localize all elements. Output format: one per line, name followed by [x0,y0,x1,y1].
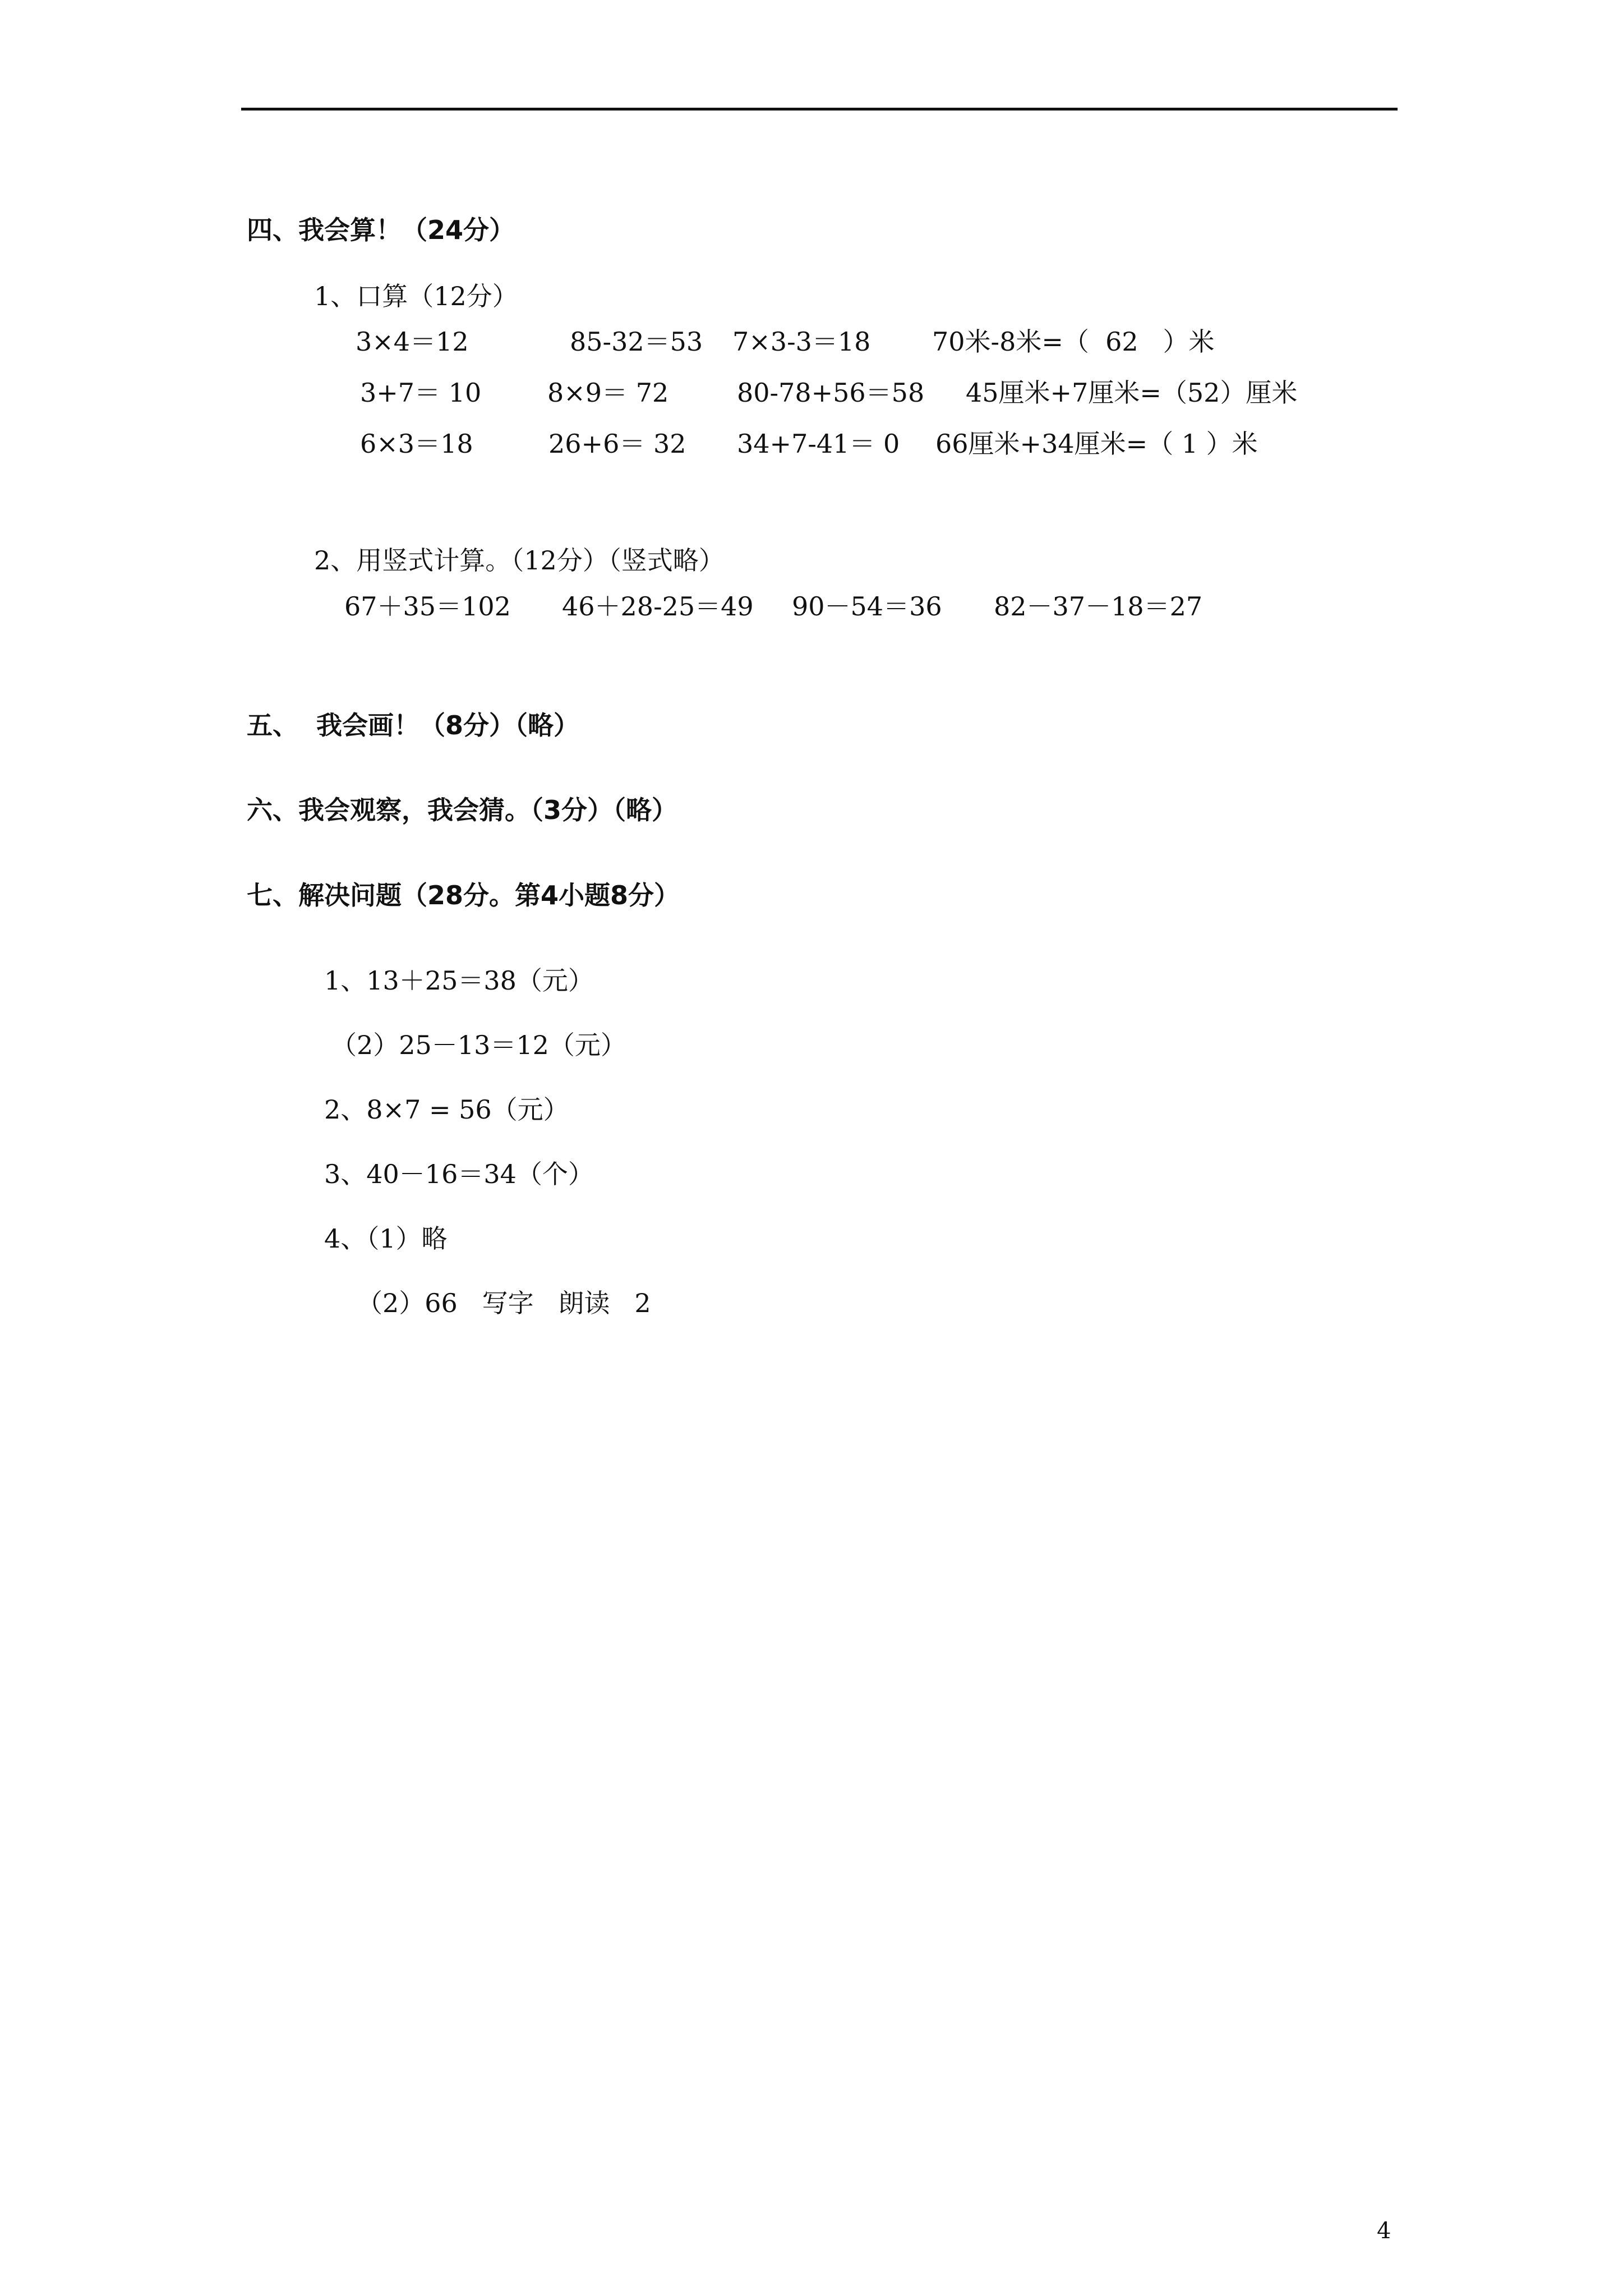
answer-line: （2）66 写字 朗读 2 [357,1288,651,1318]
oral-calc-item: 45厘米+7厘米=（52）厘米 [966,378,1298,408]
oral-calc-item: 85-32＝53 [570,326,703,357]
oral-calc-item: 3×4＝12 [356,326,469,357]
oral-calc-item: 26+6＝ 32 [548,429,686,459]
section-7-heading: 七、解决问题（28分。第4小题8分） [247,880,680,910]
page-number: 4 [1377,2218,1391,2244]
oral-calc-label: 1、口算（12分） [314,281,518,311]
section-5-heading: 五、 我会画！（8分）（略） [247,710,580,740]
oral-calc-item: 7×3-3＝18 [732,326,871,357]
section-4-heading: 四、我会算！（24分） [247,215,515,245]
header-rule [241,108,1398,111]
oral-calc-item: 8×9＝ 72 [547,378,669,408]
answer-line: （2）25－13＝12（元） [331,1030,626,1060]
oral-calc-item: 6×3＝18 [360,429,473,459]
vertical-calc-item: 82－37－18＝27 [994,591,1203,622]
oral-calc-item: 34+7-41＝ 0 [737,429,900,459]
vertical-calc-item: 67＋35＝102 [344,591,511,622]
section-6-heading: 六、我会观察，我会猜。（3分）（略） [247,795,678,825]
vertical-calc-item: 90－54＝36 [792,591,942,622]
answer-line: 2、8×7 = 56（元） [324,1094,569,1125]
answer-line: 3、40－16＝34（个） [324,1159,594,1189]
oral-calc-item: 80-78+56＝58 [737,378,925,408]
answer-line: 4、（1）略 [324,1223,448,1254]
vertical-calc-item: 46＋28-25＝49 [562,591,754,622]
answer-line: 1、13＋25＝38（元） [324,965,594,996]
oral-calc-item: 66厘米+34厘米=（ 1 ）米 [935,429,1258,459]
oral-calc-item: 70米-8米=（ 62 ）米 [932,326,1215,357]
vertical-calc-label: 2、用竖式计算。（12分）（竖式略） [314,545,725,576]
oral-calc-item: 3+7＝ 10 [360,378,482,408]
